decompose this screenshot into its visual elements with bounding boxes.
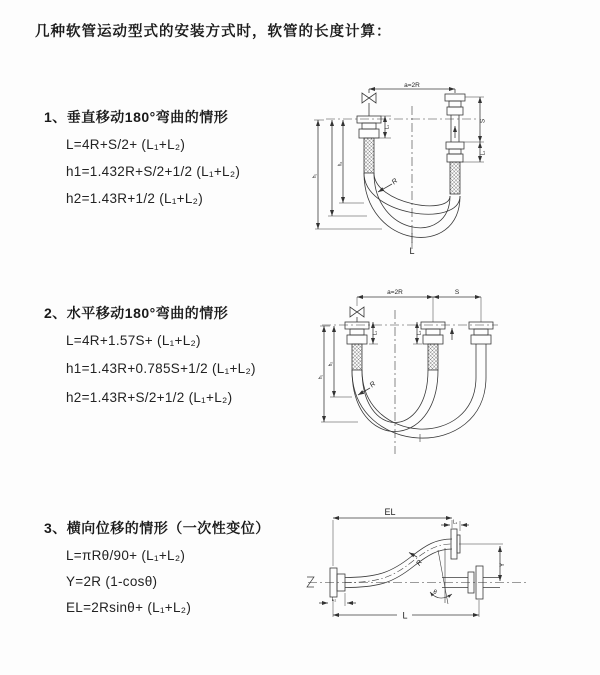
section1-formula-2: h1=1.432R+S/2+1/2 (L₁+L₂) (66, 164, 241, 179)
dim-label-y: Y (499, 562, 506, 568)
radius-label: R (415, 559, 425, 568)
dim-label-a2r: a=2R (404, 82, 420, 89)
section1-formula-1: L=4R+S/2+ (L₁+L₂) (66, 137, 186, 152)
radius-label: R (390, 177, 400, 187)
diagram-lateral-displacement (300, 504, 600, 646)
diagram-horizontal-bend (310, 282, 600, 472)
dim-label-l2: L₂ (416, 330, 423, 336)
dim-label-h2: h₂ (328, 361, 334, 367)
section2-formula-3: h2=1.43R+S/2+1/2 (L₁+L₂) (66, 390, 233, 405)
valve-icon (362, 93, 376, 103)
dim-label-s: S (479, 118, 487, 124)
dim-label-h2: h₂ (337, 161, 344, 167)
page-title: 几种软管运动型式的安装方式时，软管的长度计算： (35, 24, 392, 40)
angle-label: θ (433, 590, 437, 596)
section1-heading: 1、垂直移动180°弯曲的情形 (44, 109, 229, 125)
section1-formula-3: h2=1.43R+1/2 (L₁+L₂) (66, 191, 204, 206)
section2-formula-1: L=4R+1.57S+ (L₁+L₂) (66, 333, 201, 348)
dim-label-l2: L₂ (331, 597, 337, 603)
section2-formula-2: h1=1.43R+0.785S+1/2 (L₁+L₂) (66, 361, 256, 376)
dim-label-l2: L₂ (480, 150, 487, 156)
left-pipe-flange (357, 116, 381, 173)
valve-icon (350, 307, 364, 317)
dim-label-s: S (454, 289, 460, 296)
dim-label-l1: L₁ (372, 330, 379, 336)
dim-label-h1: h₁ (312, 173, 318, 179)
section2-heading: 2、水平移动180°弯曲的情形 (44, 305, 229, 321)
upper-right-flange (451, 529, 460, 559)
length-label: L (402, 610, 408, 621)
diagram-vertical-bend (312, 76, 600, 261)
section3-formula-2: Y=2R (1-cosθ) (66, 574, 158, 589)
radius-label: R (368, 380, 378, 390)
hose-curve (345, 539, 452, 588)
dim-label-l1: L₁ (452, 519, 458, 526)
section3-formula-1: L=πRθ/90+ (L₁+L₂) (66, 548, 186, 563)
pipe-break-icon (307, 577, 314, 587)
section3-formula-3: EL=2Rsinθ+ (L₁+L₂) (66, 600, 192, 615)
dim-label-h1: h₁ (318, 374, 324, 380)
length-label: L (409, 246, 415, 256)
dim-label-l1: L₁ (384, 124, 391, 130)
dim-label-el: EL (384, 507, 396, 517)
left-pipe-flange (345, 322, 369, 370)
right-pipe-flange (445, 94, 465, 194)
dim-label-a2r: a=2R (387, 289, 403, 296)
right-pipe-flange (469, 322, 493, 377)
middle-pipe-flange (421, 322, 445, 370)
section3-heading: 3、横向位移的情形（一次性变位） (44, 520, 270, 536)
